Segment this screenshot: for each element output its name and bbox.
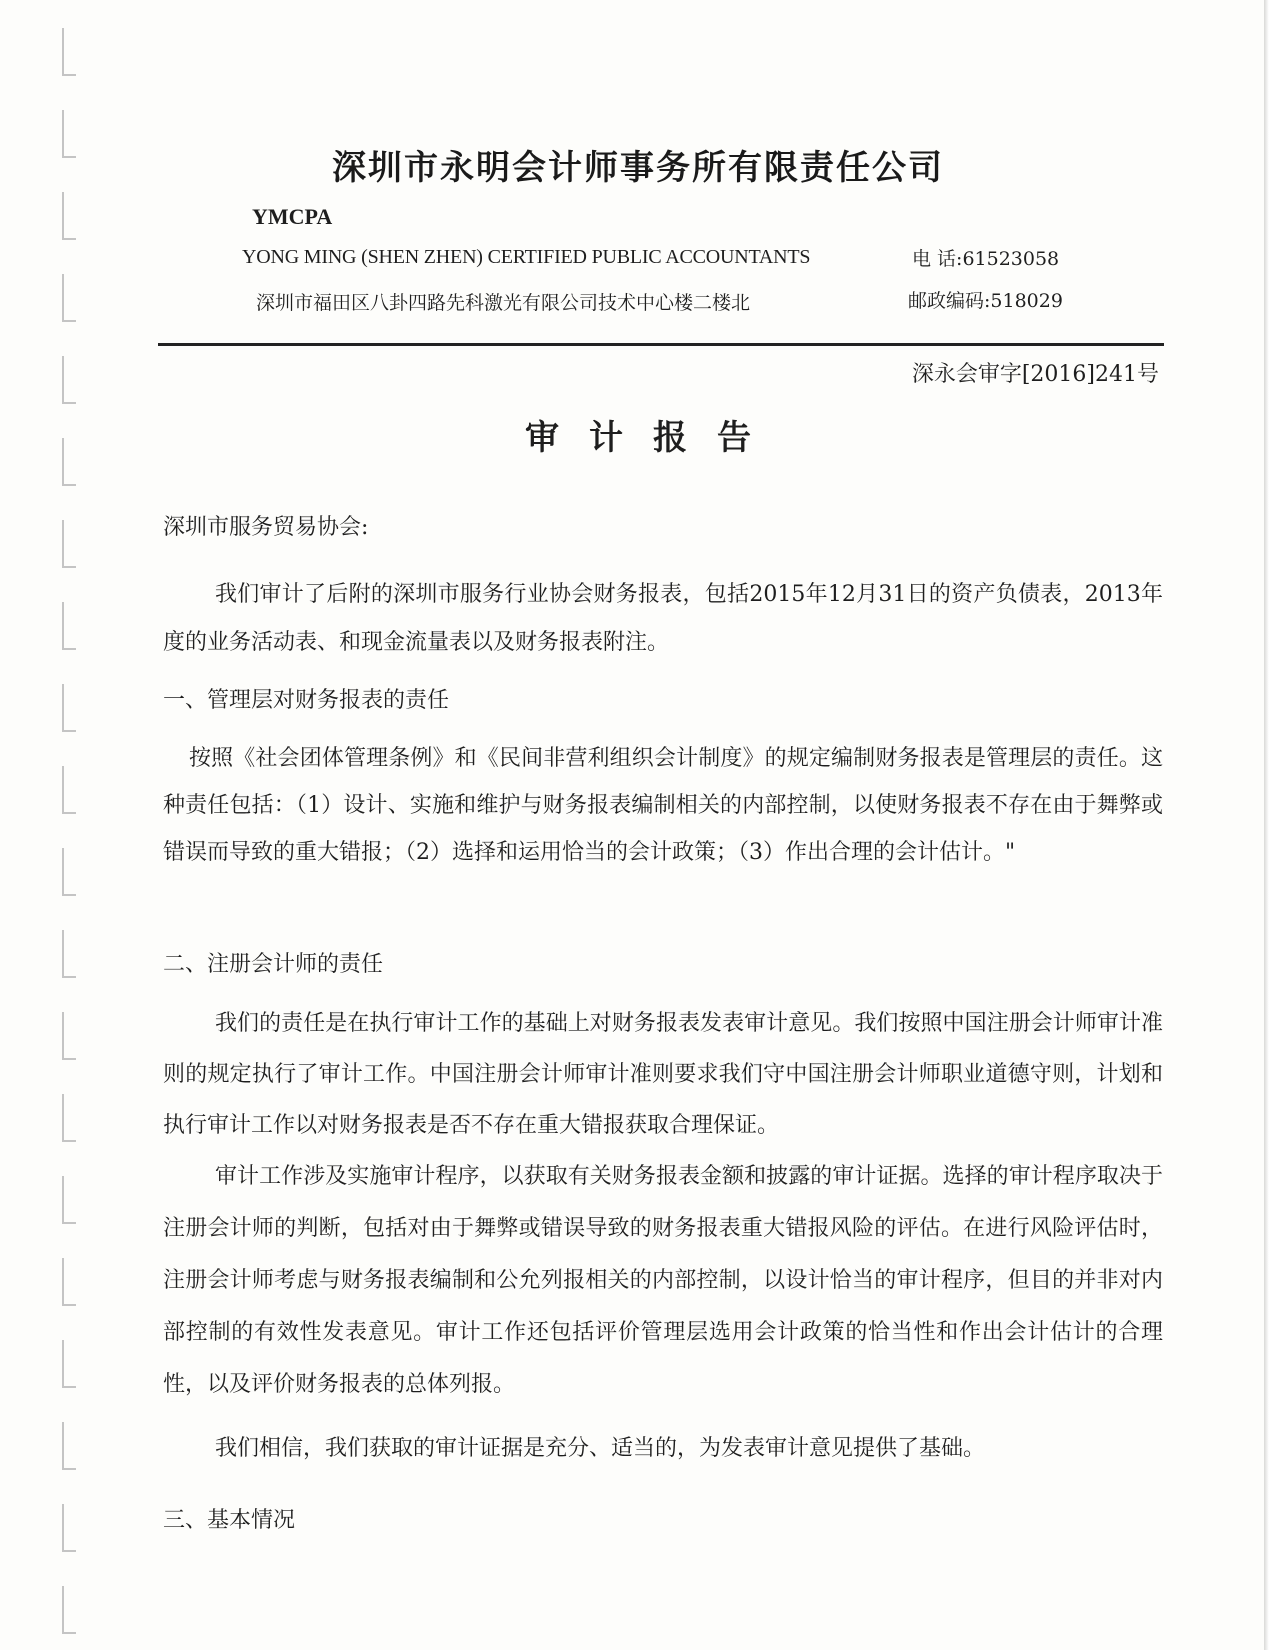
- binding-mark: [62, 356, 76, 404]
- binding-mark: [62, 1012, 76, 1060]
- binding-mark: [62, 1504, 76, 1552]
- binding-mark: [62, 274, 76, 322]
- firm-abbreviation: YMCPA: [252, 204, 333, 229]
- section-1-heading: 一、管理层对财务报表的责任: [163, 688, 450, 713]
- section-2-paragraph-2: 审计工作涉及实施审计程序，以获取有关财务报表金额和披露的审计证据。选择的审计程序取决于注册会计师的判断，包括对由于舞弊或错误导致的财务报表重大错报风险的评估。在进行风险评估时，注册会计师考虑与财务报表编制和公允列报相关的内部控制，以设计恰当的审计程序，但目的并非对内部控制的有效性发表意见。审计工作还包括评价管理层选用会计政策的恰当性和作出会计估计的合理性，以及评价财务报表的总体列报。: [163, 1164, 1163, 1397]
- binding-mark: [62, 1094, 76, 1142]
- document-title: 审计报告: [525, 418, 781, 458]
- firm-name: 深圳市永明会计师事务所有限责任公司: [332, 148, 944, 188]
- section-2-paragraph-3: 我们相信，我们获取的审计证据是充分、适当的，为发表审计意见提供了基础。: [215, 1436, 986, 1461]
- firm-postcode: 邮政编码:518029: [908, 290, 1063, 312]
- binding-mark: [62, 1258, 76, 1306]
- binding-mark: [62, 520, 76, 568]
- binding-mark: [62, 192, 76, 240]
- addressee: 深圳市服务贸易协会:: [163, 515, 369, 540]
- binding-mark: [62, 602, 76, 650]
- document-reference-number: 深永会审字[2016]241号: [911, 362, 1159, 387]
- firm-phone: 电 话:61523058: [912, 248, 1060, 270]
- section-2-paragraph-1: 我们的责任是在执行审计工作的基础上对财务报表发表审计意见。我们按照中国注册会计师审计准则的规定执行了审计工作。中国注册会计师审计准则要求我们守中国注册会计师职业道德守则，计划和执行审计工作以对财务报表是否不存在重大错报获取合理保证。: [163, 1011, 1163, 1138]
- header-divider: [158, 343, 1164, 346]
- binding-mark: [62, 930, 76, 978]
- binding-mark: [62, 766, 76, 814]
- firm-english-name: YONG MING (SHEN ZHEN) CERTIFIED PUBLIC ACCOUNTANTS: [242, 246, 811, 268]
- binding-mark: [62, 28, 76, 76]
- binding-mark: [62, 1422, 76, 1470]
- binding-mark: [62, 1586, 76, 1634]
- intro-paragraph: 我们审计了后附的深圳市服务行业协会财务报表，包括2015年12月31日的资产负债表，2013年度的业务活动表、和现金流量表以及财务报表附注。: [163, 582, 1163, 655]
- section-3-heading: 三、基本情况: [163, 1508, 296, 1533]
- binding-mark: [62, 1340, 76, 1388]
- binding-mark: [62, 848, 76, 896]
- scan-edge: [1264, 0, 1276, 1650]
- binding-hole-marks: [56, 18, 86, 1638]
- binding-mark: [62, 1176, 76, 1224]
- section-1-paragraph: 按照《社会团体管理条例》和《民间非营利组织会计制度》的规定编制财务报表是管理层的责任。这种责任包括：（1）设计、实施和维护与财务报表编制相关的内部控制，以使财务报表不存在由于舞弊或错误而导致的重大错报；（2）选择和运用恰当的会计政策；（3）作出合理的会计估计。": [163, 746, 1163, 865]
- section-2-heading: 二、注册会计师的责任: [163, 952, 384, 977]
- firm-address: 深圳市福田区八卦四路先科激光有限公司技术中心楼二楼北: [256, 292, 751, 314]
- binding-mark: [62, 684, 76, 732]
